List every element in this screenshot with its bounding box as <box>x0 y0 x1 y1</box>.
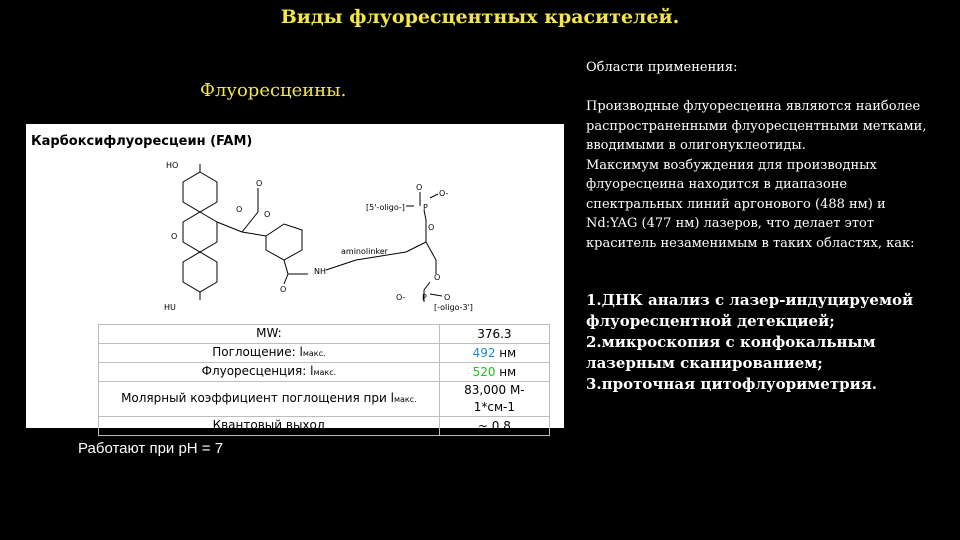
prop-label: Поглощение: lмакс. <box>99 344 440 363</box>
applications-list <box>586 290 946 395</box>
list-item: 1.ДНК анализ с лазер-индуцируемой флуоресцентной детекцией; <box>586 291 914 330</box>
prop-value: 520 нм <box>439 363 549 382</box>
table-row <box>99 325 550 344</box>
applications-heading: Области применения: <box>586 60 738 75</box>
label-o-minus1: O- <box>439 189 449 198</box>
prop-label: Молярный коэффициент поглощения при lмакс. <box>99 382 440 417</box>
label-aminolinker: aminolinker <box>341 247 388 256</box>
label-o3: O <box>171 232 178 241</box>
prop-value: 492 нм <box>439 344 549 363</box>
label-hu: HU <box>164 303 176 312</box>
table-row <box>99 382 550 417</box>
table-row <box>99 344 550 363</box>
structure-bonds <box>183 164 442 302</box>
label-o4: O <box>264 210 271 219</box>
prop-value: 83,000 M-1*см-1 <box>439 382 549 417</box>
prop-value: 376.3 <box>439 325 549 344</box>
label-ho: HO <box>166 161 179 170</box>
label-oligo5: [5'-oligo-] <box>366 203 405 212</box>
label-p2: P <box>422 293 427 302</box>
applications-paragraph-2: Максимум возбуждения для производных флуоресцеина находится в диапазоне спектральных линий аргонового (488 нм) и Nd:YAG (477 нм) лазеров, что делает этот краситель незаменимым в таких областях, как: <box>586 157 915 251</box>
label-o-p2: O <box>444 293 451 302</box>
slide-title: Виды флуоресцентных красителей. <box>280 6 680 28</box>
applications-description <box>586 97 936 253</box>
table-row <box>99 417 550 436</box>
label-nh: NH <box>314 267 326 276</box>
prop-label: Флуоресценция: lмакс. <box>99 363 440 382</box>
label-o-link2: O <box>434 273 441 282</box>
list-item: 3.проточная цитофлуориметрия. <box>586 375 878 393</box>
prop-label: MW: <box>99 325 440 344</box>
label-o2: O <box>236 205 243 214</box>
section-subtitle: Флуоресцеины. <box>200 80 347 101</box>
label-oligo3: [-oligo-3'] <box>434 303 473 312</box>
properties-table <box>98 324 550 436</box>
label-p1: P <box>423 203 428 212</box>
chemical-structure <box>26 124 564 324</box>
ph-note: Работают при pH = 7 <box>78 440 224 457</box>
prop-label: Квантовый выход <box>99 417 440 436</box>
label-o5: O <box>280 285 287 294</box>
prop-value: ~ 0.8 <box>439 417 549 436</box>
list-item: 2.микроскопия с конфокальным лазерным сканированием; <box>586 333 876 372</box>
label-o-minus2: O- <box>396 293 406 302</box>
applications-paragraph-1: Производные флуоресцеина являются наиболее распространенными флуоресцентными метками, вводимыми в олигонуклеотиды. <box>586 99 927 153</box>
label-o-p1: O <box>416 183 423 192</box>
label-o-link1: O <box>428 223 435 232</box>
figure-caption: Карбоксифлуоресцеин (FAM) <box>31 134 253 149</box>
label-o1: O <box>256 179 263 188</box>
table-row <box>99 363 550 382</box>
fam-figure <box>26 124 564 433</box>
